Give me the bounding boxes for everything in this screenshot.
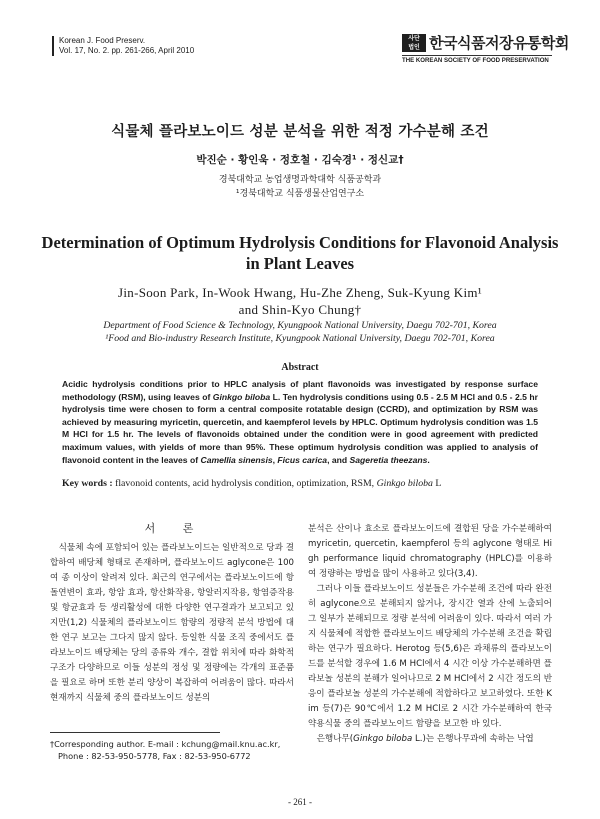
affiliation-korean-2: ¹경북대학교 식품생물산업연구소: [235, 189, 365, 199]
footnote-corresponding-author: [50, 738, 300, 762]
authors-korean: 박진순 · 황인욱 · 정호철 · 김숙경¹ · 정신교†: [196, 154, 404, 166]
section-heading-introduction: 서 론: [144, 522, 206, 535]
abstract-heading: Abstract: [281, 362, 319, 373]
affiliation-english-2: ¹Food and Bio-industry Research Institute, Kyungpook National University, Daegu 702-701, Korea: [105, 333, 495, 344]
paragraph: [308, 732, 552, 747]
journal-citation: [52, 36, 299, 56]
society-logo: [402, 32, 569, 66]
paragraph-segment: L.)는 은행나무과에 속하는 낙엽: [412, 734, 534, 744]
keywords-list: flavonoid contents, acid hydrolysis condition, optimization, RSM,: [112, 478, 377, 489]
society-name-en: THE KOREAN SOCIETY OF FOOD PRESERVATION: [402, 55, 552, 64]
abstract-species: Camellia sinensis: [200, 454, 273, 465]
affiliation-korean-1: 경북대학교 농업생명과학대학 식품공학과: [218, 175, 382, 185]
abstract-species: Sageretia theezans: [349, 454, 428, 465]
page-number: - 261 -: [288, 797, 312, 807]
paragraph: 식물체 속에 포함되어 있는 플라보노이드는 일반적으로 당과 결합하여 배당체 형태로 존재하며, 플라보노이드 aglycone은 100여 종 이상이 알려져 있다. 최근의 연구에서는 플라보노이드에 항돌연변이 효과, 항암 효과, 항산화작용, 항알러지작용, 항염증작용 및 항균효과 등 생리활성에 대한 다양한 연구결과가 보고되고 있지만(1,2) 식물체의 플라보노이드 함량의 정량적 분석 방법에 대한 연구 보고는 그다지 많지 않다. 등일한 식물 조직 중에서도 플라보노이드 배당체는 당의 종류와 개수, 결합 위치에 따라 화학적 구조가 다양하므로 이들 성분의 정성 및 정량에는 각개의 표준품을 필요로 하며 또한 분리 양상이 복잡하여 어려움이 많다. 따라서 현재까지 식물체 중의 플라보노이드 성분의: [50, 543, 294, 703]
title-english: Determination of Optimum Hydrolysis Conditions for Flavonoid Analysis in Plant Leaves: [41, 233, 559, 273]
abstract-species: Ginkgo biloba: [212, 391, 271, 402]
abstract-segment: Acidic hydrolysis conditions prior to HPLC analysis of plant flavonoids was investigated by response surface methodology (RSM), using leaves of: [62, 379, 538, 402]
species-name: Ginkgo biloba: [353, 734, 413, 744]
footnote-line1: †Corresponding author. E-mail : kchung@mail.knu.ac.kr,: [50, 739, 281, 749]
title-korean: 식물체 플라보노이드 성분 분석을 위한 적정 가수분해 조건: [111, 124, 489, 140]
keywords-tail: L: [432, 478, 442, 489]
paragraph-segment: 은행나무(: [316, 734, 354, 744]
paragraph: 그러나 이들 플라보노이드 성분들은 가수분해 조건에 따라 완전히 aglycone으로 분해되지 않거나, 장시간 열과 산에 노출되어 그 일부가 분해되므로 정량 분석에 어려움이 있다. 따라서 여러 가지 식물체에 적합한 플라보노이드 배당체의 가수분해 조건을 확립하는 연구가 필요하다. Herotog 등(5,6)은 과채류의 플라보노이드를 분석할 경우에 1.6 M HCl에서 4 시간 이상 가수분해하면 플라보놀 성분의 분해가 일어나므로 2 M HCl에서 2 시간 정도의 반응이 플라보놀 성분의 가수분해에 적합하다고 보고하였다. 또한 Kim 등(7)은 90℃에서 1.2 M HCl로 2 시간 가수분해하여 한국 약용식물 중의 플라보노이드 함량을 보고한 바 있다.: [308, 584, 552, 729]
authors-english-line1: Jin-Soon Park, In-Wook Hwang, Hu-Zhe Zheng, Suk-Kyung Kim¹: [118, 285, 482, 300]
keywords-label: Key words :: [62, 478, 113, 489]
keywords-species: Ginkgo biloba: [376, 478, 433, 489]
abstract-species: Ficus carica: [277, 454, 328, 465]
abstract-segment: , and: [327, 454, 350, 465]
journal-name: Korean J. Food Preserv.: [59, 36, 146, 45]
footnote-line2: Phone : 82-53-950-5778, Fax : 82-53-950-6772: [58, 751, 251, 761]
society-logo-mark: 사단 법인: [402, 34, 426, 52]
body-column-left: [50, 541, 294, 706]
society-name-ko: 한국식품저장유통학회: [429, 34, 569, 52]
abstract-segment: .: [427, 454, 430, 465]
affiliation-english-1: Department of Food Science & Technology, Kyungpook National University, Daegu 702-701, Korea: [103, 320, 497, 331]
abstract-segment: ,: [272, 454, 278, 465]
paragraph: 분석은 산이나 효소로 플라보노이드에 결합된 당을 가수분해하여 myricetin, quercetin, kaempferol 등의 aglycone 형태로 High performance liquid chromatography (HPLC)를 이용하여 정량하는 방법을 많이 사용하고 있다(3,4).: [308, 524, 552, 579]
journal-volume: Vol. 17, No. 2. pp. 261-266, April 2010: [59, 46, 195, 55]
authors-english-line2: and Shin-Kyo Chung†: [238, 302, 362, 317]
abstract-segment: L. Ten hydrolysis conditions using 0.5 - 2.5 M HCl and 0.5 - 2.5 hr hydrolysis time were chosen to form a central composite rotatable design (CCRD), and optimization by RSM was achieved by measuring myricetin, quercetin, and kaempferol levels by HPLC. Optimum hydrolysis condition was 1.5 M HCl for 1.5 hr. The levels of flavonoids obtained under the condition were in good agreement with predicted maximum values, with yields of more than 95%. These optimum hydrolysis condition was applied to analysis of flavonoid content in the leaves of: [62, 391, 538, 465]
footnote-rule: [50, 732, 220, 733]
abstract-text: [62, 378, 538, 466]
keywords: [62, 478, 538, 489]
authors-english: [40, 284, 560, 318]
body-column-right: [308, 522, 552, 747]
